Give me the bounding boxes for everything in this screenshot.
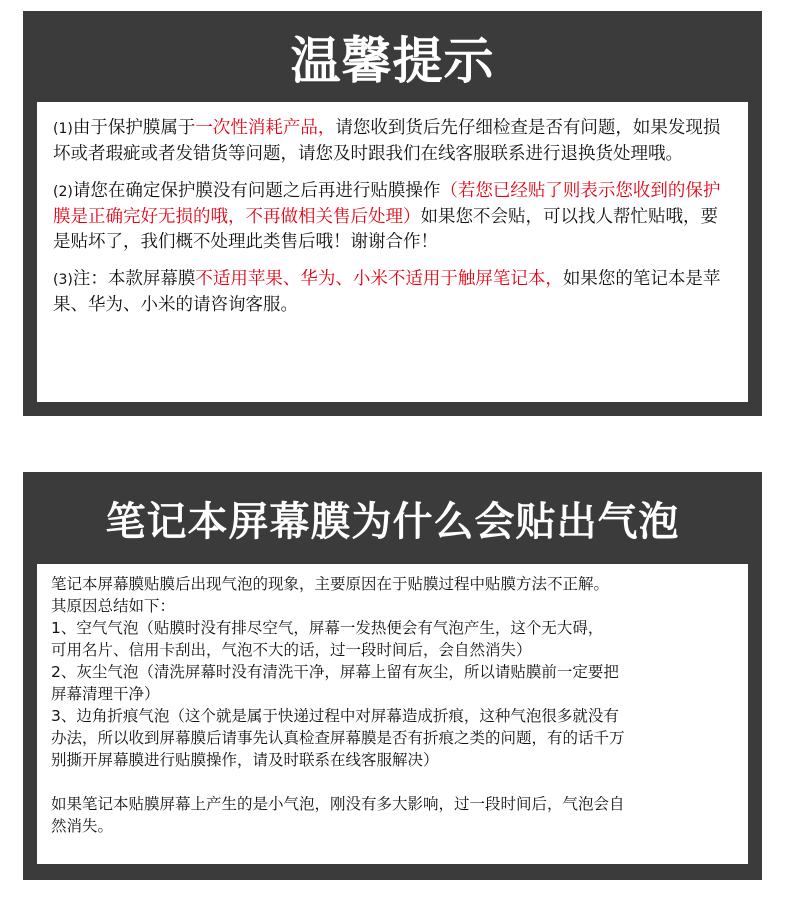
notice-text: 由于保护膜属于 [72, 118, 196, 138]
notice-item-2 [53, 179, 734, 255]
text-line: 可用名片、信用卡刮出，气泡不大的话，过一段时间后，会自然消失） [51, 641, 532, 659]
bubbles-title: 笔记本屏幕膜为什么会贴出气泡 [105, 499, 680, 545]
notice-text: 注：本款屏幕膜 [72, 269, 196, 289]
notice-item-1 [53, 116, 734, 167]
bubbles-panel [23, 472, 762, 880]
notice-text: 请您收到货后先仔细检查是否有问题，如果发现损坏或者瑕疵或者发错货等问题，请您及时跟我们在线客服联系进行退换货处理哦。 [53, 118, 721, 164]
item-number: (3) [53, 272, 73, 288]
notice-title: 温馨提示 [290, 32, 495, 90]
notice-text: 如果您的笔记本是苹果、华为、小米的请咨询客服。 [53, 269, 721, 315]
notice-box [37, 102, 748, 402]
notice-item-3 [53, 267, 734, 318]
closing-line: 如果笔记本贴膜屏幕上产生的是小气泡，刚没有多大影响，过一段时间后，气泡会自 [51, 795, 625, 813]
notice-text: 如果您不会贴，可以找人帮忙贴哦，要是贴坏了，我们概不处理此类售后哦！谢谢合作！ [53, 207, 718, 252]
item-number: (1) [53, 121, 73, 137]
text-line: 别撕开屏幕膜进行贴膜操作，请及时联系在线客服解决） [51, 751, 439, 769]
text-line: 办法，所以收到屏幕膜后请事先认真检查屏幕膜是否有折痕之类的问题，有的话千万 [51, 729, 625, 747]
notice-text: 请您在确定保护膜没有问题之后再进行贴膜操作 [72, 181, 441, 201]
notice-highlight: （若您已经贴了则表示您收到的保护膜是正确完好无损的哦，不再做相关售后处理） [53, 181, 721, 227]
bubbles-box [37, 564, 748, 864]
notice-highlight: 不适用苹果、华为、小米不适用于触屏笔记本， [195, 269, 563, 289]
closing-line: 然消失。 [51, 817, 114, 835]
text-line: 屏幕清理干净） [51, 685, 160, 703]
text-line: 2、灰尘气泡（清洗屏幕时没有清洗干净，屏幕上留有灰尘，所以请贴膜前一定要把 [51, 663, 619, 681]
spacer [51, 771, 736, 793]
text-line: 笔记本屏幕膜贴膜后出现气泡的现象，主要原因在于贴膜过程中贴膜方法不正解。 [51, 575, 610, 593]
notice-highlight: 一次性消耗产品， [195, 118, 336, 138]
item-number: (2) [53, 184, 73, 200]
text-line: 3、边角折痕气泡（这个就是属于快递过程中对屏幕造成折痕，这种气泡很多就没有 [51, 707, 619, 725]
text-line: 其原因总结如下： [51, 597, 176, 615]
notice-panel [23, 11, 762, 416]
text-line: 1、空气气泡（贴膜时没有排尽空气，屏幕一发热便会有气泡产生，这个无大碍， [51, 619, 604, 637]
